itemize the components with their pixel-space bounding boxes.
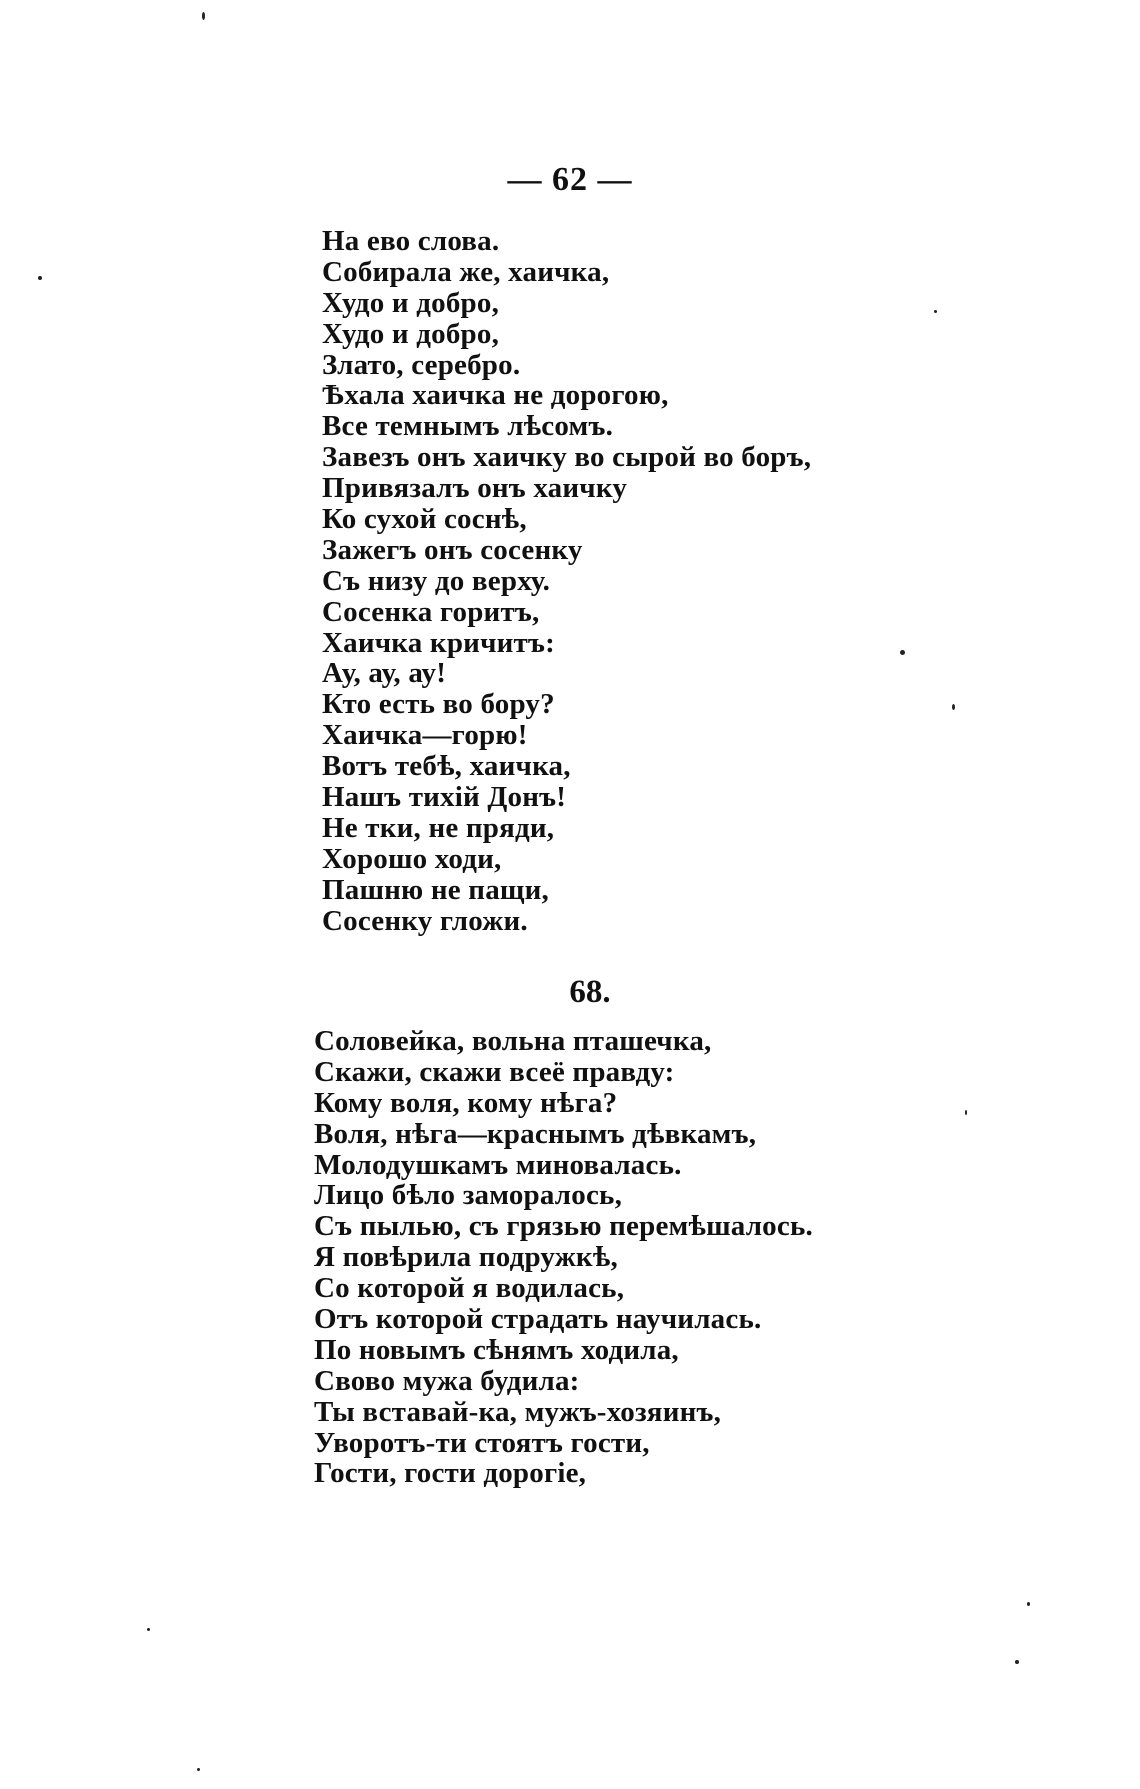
verse-line: Съ пылью, съ грязью перемѣшалось. <box>314 1210 813 1243</box>
verse-line: Соловейка, вольна пташечка, <box>314 1025 712 1057</box>
scan-speck <box>900 650 905 655</box>
verse-line: Со которой я водилась, <box>314 1272 625 1305</box>
verse-line: Худо и добро, <box>322 286 500 319</box>
verse-line: Молодушкамъ миновалась. <box>314 1148 682 1181</box>
verse-line: Хорошо ходи, <box>322 842 502 875</box>
scan-speck <box>965 1110 967 1115</box>
verse-line: Свово мужа будила: <box>314 1364 580 1397</box>
verse-line: Воля, нѣга—краснымъ дѣвкамъ, <box>314 1117 757 1150</box>
verse-line: Уворотъ-ти стоятъ гости, <box>314 1426 650 1459</box>
verse-line: Скажи, скажи всеё правду: <box>314 1055 675 1088</box>
verse-line: Пашню не пащи, <box>322 873 549 906</box>
scan-speck <box>1015 1660 1019 1664</box>
verse-line: Завезъ онъ хаичку во сырой во боръ, <box>322 441 812 474</box>
scan-speck <box>38 276 42 280</box>
verse-line: Сосенка горитъ, <box>322 595 540 628</box>
verse-line: Кому воля, кому нѣга? <box>314 1086 618 1119</box>
verse-line: Вотъ тебѣ, хаичка, <box>322 750 571 783</box>
page-number: — 62 — <box>507 161 633 198</box>
scan-speck <box>147 1628 150 1631</box>
verse-line: Хаичка кричитъ: <box>322 626 555 659</box>
verse-line: Ты вставай-ка, мужъ-хозяинъ, <box>314 1395 722 1428</box>
verse-line: Все темнымъ лѣсомъ. <box>322 410 614 443</box>
verse-line: Сосенку гложи. <box>322 904 528 937</box>
verse-line: Нашъ тихiй Донъ! <box>322 781 567 814</box>
scan-speck <box>952 704 955 710</box>
verse-line: Гости, гости дорогiе, <box>314 1457 587 1490</box>
scan-speck <box>934 310 937 313</box>
verse-line: Ѣхала хаичка не дорогою, <box>322 379 669 412</box>
verse-line: Не тки, не пряди, <box>322 811 555 844</box>
song-number-heading: 68. <box>569 974 611 1010</box>
verse-line: Привязалъ онъ хаичку <box>322 472 628 505</box>
scan-speck <box>202 12 205 20</box>
verse-line: По новымъ сѣнямъ ходила, <box>314 1333 679 1366</box>
scan-speck <box>197 1768 200 1771</box>
verse-line: Лицо бѣло заморалось, <box>314 1179 623 1212</box>
verse-line: Ау, ау, ау! <box>322 657 447 690</box>
verse-line: Худо и добро, <box>322 317 500 350</box>
verse-line: Кто есть во бору? <box>322 688 555 721</box>
verse-line: Злато, серебро. <box>322 348 521 381</box>
verse-line: На ево слова. <box>322 225 500 257</box>
verse-line: Съ низу до верху. <box>322 564 551 597</box>
verse-line: Хаичка—горю! <box>322 719 528 752</box>
verse-line: Собирала же, хаичка, <box>322 255 610 288</box>
verse-line: Я повѣрила подружкѣ, <box>314 1241 618 1274</box>
verse-line: Ко сухой соснѣ, <box>322 503 527 536</box>
verse-line: Отъ которой страдать научилась. <box>314 1303 762 1336</box>
poem-continuation <box>322 226 811 936</box>
song-68-text <box>314 1026 813 1489</box>
scan-speck <box>1027 1602 1030 1606</box>
verse-line: Зажегъ онъ сосенку <box>322 533 583 566</box>
